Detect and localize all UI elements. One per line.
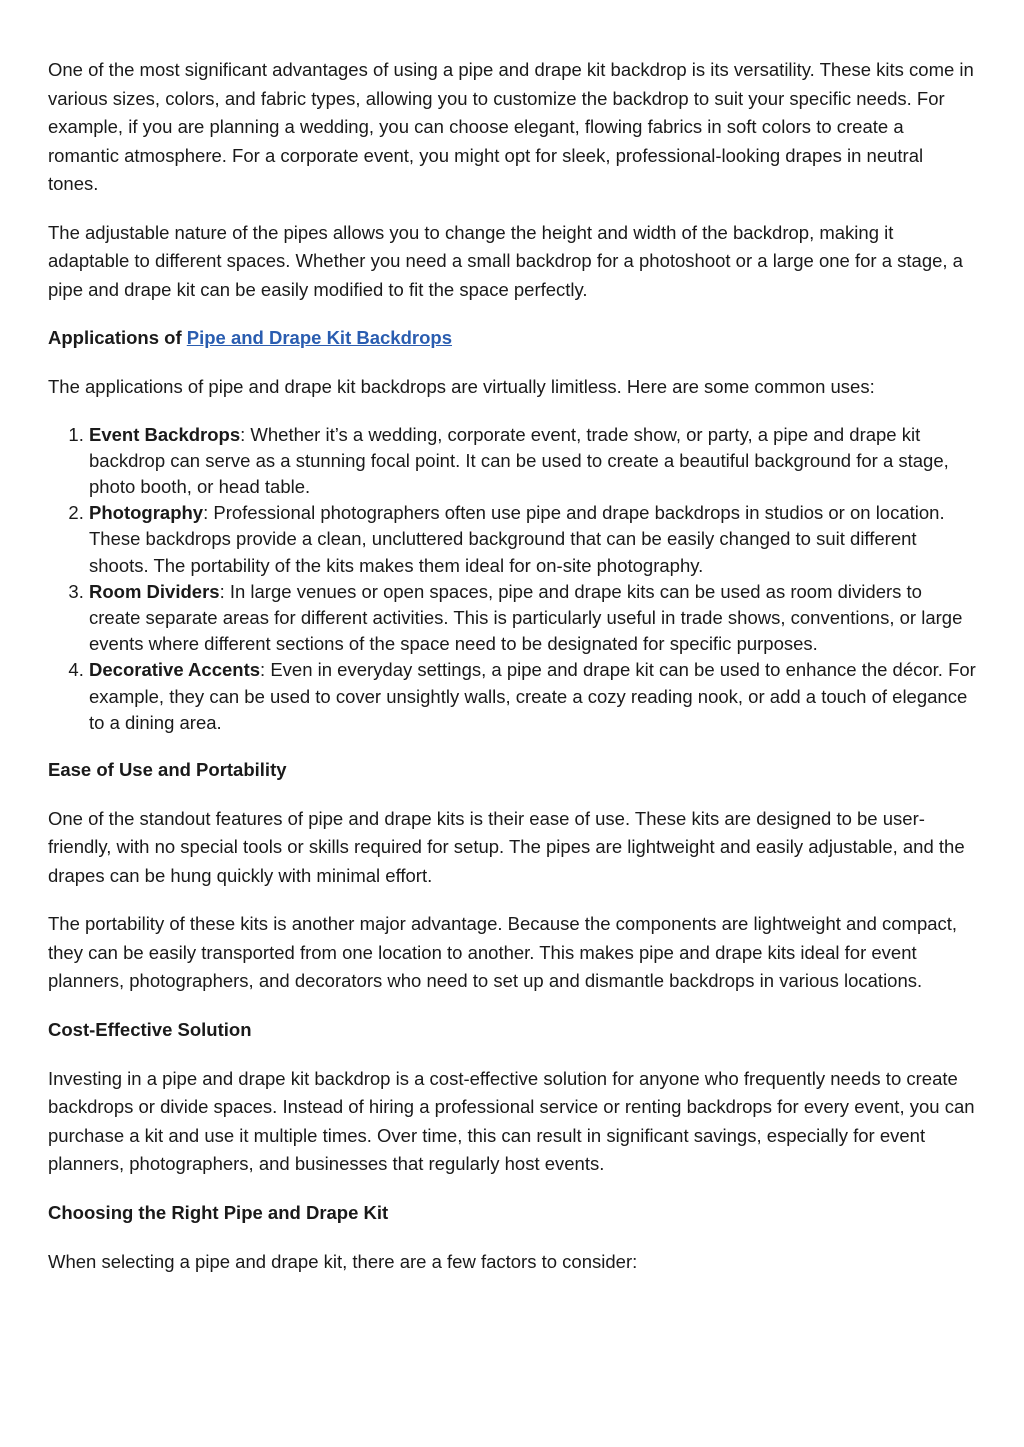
- list-item-title: Photography: [89, 502, 204, 524]
- pipe-and-drape-link[interactable]: Pipe and Drape Kit Backdrops: [186, 327, 452, 348]
- heading-choosing-kit: Choosing the Right Pipe and Drape Kit: [48, 1201, 389, 1223]
- paragraph-versatility: One of the most significant advantages of using a pipe and drape kit backdrop is its versatility. These kits come in various sizes, colors, and fabric types, allowing you to customize the backdrop to suit your specific needs. For example, if you are planning a wedding, you can choose elegant, flowing fabrics in soft colors to create a romantic atmosphere. For a corporate event, you might opt for sleek, professional-looking drapes in neutral tones.: [48, 59, 974, 194]
- heading-applications-prefix: Applications of: [48, 327, 187, 348]
- list-item-title: Decorative Accents: [89, 659, 261, 681]
- paragraph-adjustable: The adjustable nature of the pipes allows you to change the height and width of the backdrop, making it adaptable to different spaces. Whether you need a small backdrop for a photoshoot or a large one for a stage, a pipe and drape kit can be easily modified to fit the space perfectly.: [48, 221, 963, 300]
- applications-list: [48, 422, 978, 736]
- list-item-title: Room Dividers: [89, 580, 220, 602]
- list-item: [89, 657, 978, 736]
- list-item-text: : In large venues or open spaces, pipe and drape kits can be used as room dividers to create separate areas for different activities. This is particularly useful in trade shows, conventions, or large events where different sections of the space need to be designated for specific purposes.: [89, 580, 963, 655]
- list-item-title: Event Backdrops: [89, 423, 241, 445]
- list-item: [89, 579, 978, 658]
- list-item-text: : Even in everyday settings, a pipe and drape kit can be used to enhance the décor. For example, they can be used to cover unsightly walls, create a cozy reading nook, or add a touch of elegance to a dining area.: [89, 659, 976, 733]
- paragraph-portability: The portability of these kits is another major advantage. Because the components are lightweight and compact, they can be easily transported from one location to another. This makes pipe and drape kits ideal for event planners, photographers, and decorators who need to set up and dismantle backdrops in various locations.: [48, 913, 958, 992]
- paragraph-cost-effective: Investing in a pipe and drape kit backdrop is a cost-effective solution for anyone who frequently needs to create backdrops or divide spaces. Instead of hiring a professional service or renting backdrops for every event, you can purchase a kit and use it multiple times. Over time, this can result in significant savings, especially for event planners, photographers, and businesses that regularly host events.: [48, 1067, 975, 1175]
- paragraph-applications-intro: The applications of pipe and drape kit backdrops are virtually limitless. Here are some common uses:: [48, 376, 875, 397]
- heading-ease-of-use: Ease of Use and Portability: [48, 758, 287, 780]
- heading-applications: [48, 324, 978, 352]
- list-item: [89, 500, 978, 579]
- list-item: [89, 422, 978, 501]
- paragraph-ease-of-use: One of the standout features of pipe and drape kits is their ease of use. These kits are designed to be user-friendly, with no special tools or skills required for setup. The pipes are lightweight and easily adjustable, and the drapes can be hung quickly with minimal effort.: [48, 807, 965, 886]
- heading-cost-effective: Cost-Effective Solution: [48, 1018, 252, 1040]
- list-item-text: : Whether it’s a wedding, corporate event, trade show, or party, a pipe and drape kit backdrop can serve as a stunning focal point. It can be used to create a beautiful background for a stage, photo booth, or head table.: [89, 423, 949, 497]
- document-page: [48, 56, 978, 1276]
- list-item-text: : Professional photographers often use pipe and drape backdrops in studios or on location. These backdrops provide a clean, uncluttered background that can be easily changed to suit different shoots. The portability of the kits makes them ideal for on-site photography.: [89, 502, 945, 576]
- paragraph-choosing-kit: When selecting a pipe and drape kit, there are a few factors to consider:: [48, 1250, 638, 1272]
